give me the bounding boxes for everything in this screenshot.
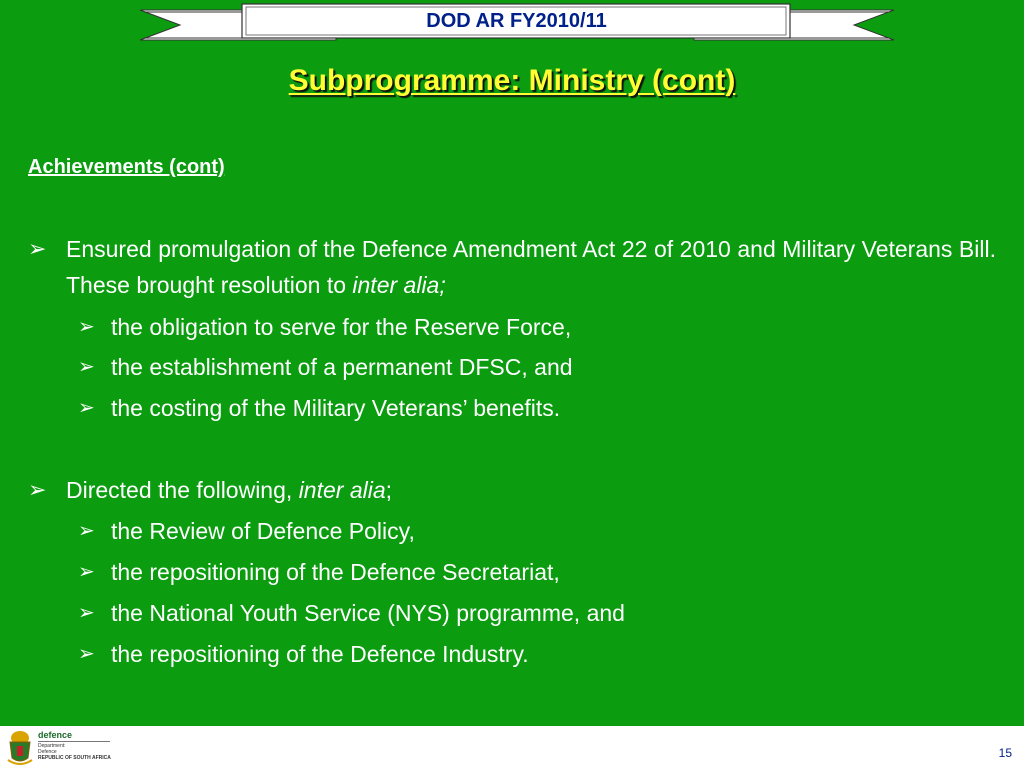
slide-title: Subprogramme: Ministry (cont) — [288, 64, 736, 97]
sub-bullet-text: the National Youth Service (NYS) programme, and — [111, 600, 625, 626]
footer-brand: defence — [38, 730, 73, 740]
sub-bullet-item — [78, 513, 978, 549]
sub-bullet-item — [78, 554, 978, 590]
sub-bullet-text: the establishment of a permanent DFSC, and — [111, 354, 573, 380]
arrow-bullet-icon: ➢ — [78, 643, 95, 665]
footer-divider — [38, 741, 110, 742]
bullet-item — [28, 472, 996, 508]
arrow-bullet-icon: ➢ — [78, 602, 95, 624]
arrow-bullet-icon: ➢ — [78, 520, 95, 542]
section-heading: Achievements (cont) — [28, 156, 225, 178]
arrow-bullet-icon: ➢ — [78, 316, 95, 338]
bullet-text: Directed the following, inter alia; — [66, 477, 393, 503]
arrow-bullet-icon: ➢ — [78, 561, 95, 583]
arrow-bullet-icon: ➢ — [28, 236, 47, 261]
header-banner — [0, 0, 1024, 48]
department-lines: Department: Defence REPUBLIC OF SOUTH AFRICA — [38, 743, 111, 761]
arrow-bullet-icon: ➢ — [28, 477, 47, 502]
arrow-bullet-icon: ➢ — [78, 356, 95, 378]
arrow-bullet-icon: ➢ — [78, 397, 95, 419]
page-number: 15 — [998, 746, 1012, 760]
sub-bullet-item — [78, 309, 978, 345]
bullet-text: Ensured promulgation of the Defence Amendment Act 22 of 2010 and Military Veterans Bill. These brought resolution to inter alia; — [66, 236, 996, 298]
sub-bullet-item — [78, 595, 978, 631]
sub-bullet-text: the obligation to serve for the Reserve Force, — [111, 314, 572, 340]
header-title: DOD AR FY2010/11 — [426, 10, 607, 32]
coat-of-arms-icon — [4, 728, 36, 766]
sub-bullet-item — [78, 349, 978, 385]
sub-bullet-text: the repositioning of the Defence Secretariat, — [111, 559, 560, 585]
sub-bullet-text: the repositioning of the Defence Industry. — [111, 641, 529, 667]
footer — [0, 726, 1024, 768]
sub-bullet-item — [78, 636, 978, 672]
sub-bullet-text: the Review of Defence Policy, — [111, 518, 415, 544]
sub-bullet-text: the costing of the Military Veterans’ benefits. — [111, 395, 561, 421]
bullet-item — [28, 231, 996, 303]
sub-bullet-item — [78, 390, 978, 426]
